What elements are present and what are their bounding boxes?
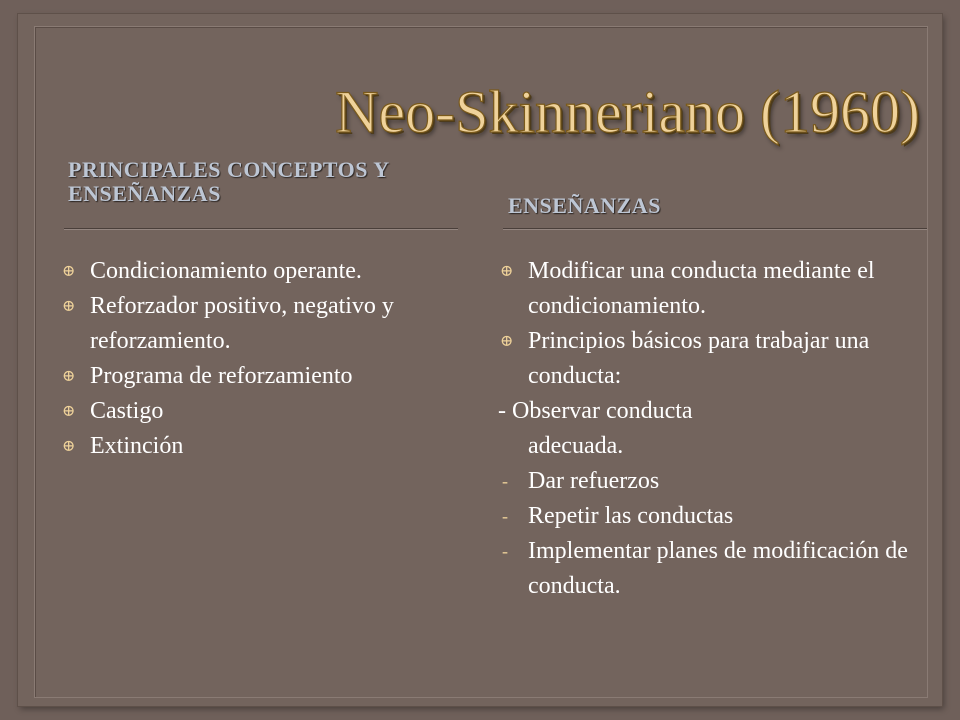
- list-item-text: Castigo: [90, 398, 164, 424]
- circle-plus-bullet-icon: ⊕: [500, 263, 514, 280]
- dash-bullet-icon: -: [502, 471, 508, 491]
- list-item: [60, 359, 470, 394]
- list-item: [60, 289, 470, 359]
- dash-list-item: [498, 534, 938, 604]
- list-item-text: Principios básicos para trabajar una conducta:: [528, 328, 870, 389]
- circle-plus-bullet-icon: ⊕: [62, 438, 76, 455]
- list-item: [60, 394, 470, 429]
- list-item-text: Dar refuerzos: [528, 468, 660, 494]
- observe-line-1: - Observar conducta: [498, 398, 693, 424]
- observe-line-2: adecuada.: [528, 433, 624, 459]
- list-item: [498, 324, 938, 394]
- list-item-text: Programa de reforzamiento: [90, 363, 353, 389]
- circle-plus-bullet-icon: ⊕: [62, 263, 76, 280]
- circle-plus-bullet-icon: ⊕: [62, 368, 76, 385]
- dash-bullet-icon: -: [502, 506, 508, 526]
- list-item-text: Implementar planes de modificación de conducta.: [528, 538, 908, 599]
- right-column-heading: ENSEÑANZAS: [508, 193, 661, 218]
- list-item-text: Condicionamiento operante.: [90, 258, 362, 284]
- dash-list-item: [498, 464, 938, 499]
- list-item-observe: [498, 394, 938, 464]
- list-item: [60, 254, 470, 289]
- list-item-text: Extinción: [90, 433, 184, 459]
- dash-list-item: [498, 499, 938, 534]
- list-item-text: Repetir las conductas: [528, 503, 734, 529]
- circle-plus-bullet-icon: ⊕: [62, 298, 76, 315]
- list-item-text: Reforzador positivo, negativo y reforzamiento.: [90, 293, 394, 354]
- circle-plus-bullet-icon: ⊕: [62, 403, 76, 420]
- circle-plus-bullet-icon: ⊕: [500, 333, 514, 350]
- right-heading-underline: [503, 228, 927, 230]
- left-bullet-list: [60, 254, 470, 464]
- list-item: [60, 429, 470, 464]
- list-item: [498, 254, 938, 324]
- list-item-text: Modificar una conducta mediante el condicionamiento.: [528, 258, 875, 319]
- slide-title: Neo-Skinneriano (1960): [335, 79, 920, 145]
- left-heading-underline: [64, 228, 458, 230]
- left-column-heading: PRINCIPALES CONCEPTOS Y ENSEÑANZAS: [68, 157, 389, 206]
- dash-bullet-icon: -: [502, 541, 508, 561]
- right-bullet-list: [498, 254, 938, 604]
